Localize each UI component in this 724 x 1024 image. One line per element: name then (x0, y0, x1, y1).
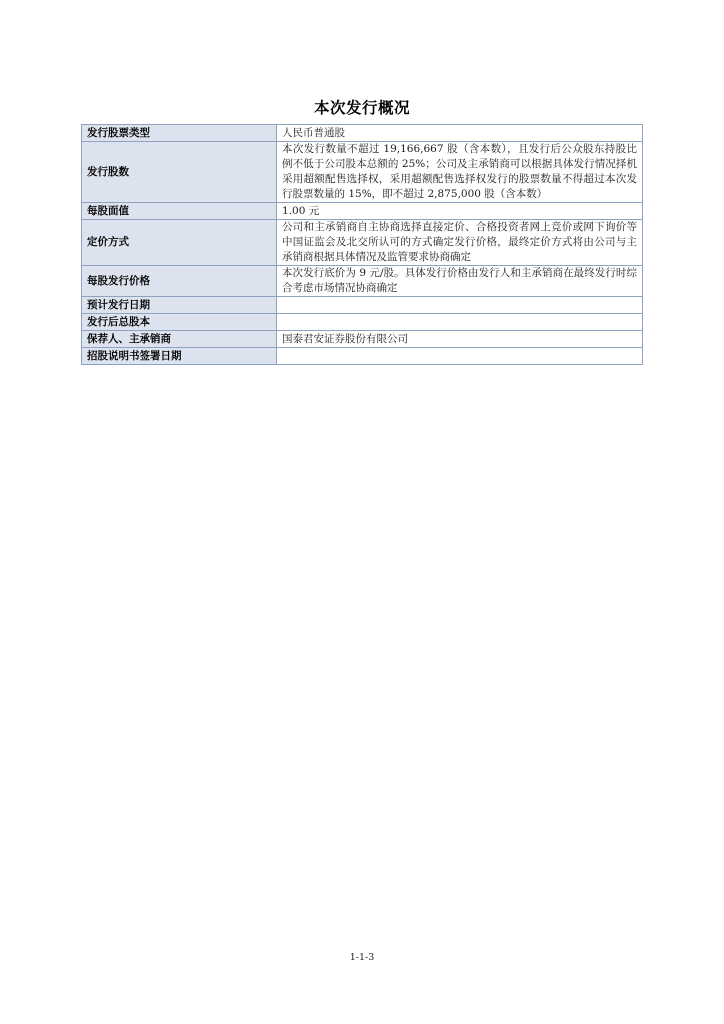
row-value-par-value: 1.00 元 (277, 203, 643, 220)
row-value-sponsor: 国泰君安证券股份有限公司 (277, 331, 643, 348)
row-value-pricing-method: 公司和主承销商自主协商选择直接定价、合格投资者网上竞价或网下询价等中国证监会及北交所认可的方式确定发行价格，最终定价方式将由公司与主承销商根据具体情况及监管要求协商确定 (277, 220, 643, 266)
table-row-stock-type (82, 125, 643, 142)
table-row-total-shares (82, 314, 643, 331)
table-row-pricing-method (82, 220, 643, 266)
row-value-signing-date (277, 348, 643, 365)
row-label-issue-date: 预计发行日期 (82, 297, 277, 314)
row-label-share-count: 发行股数 (82, 142, 277, 203)
row-value-issue-price: 本次发行底价为 9 元/股。具体发行价格由发行人和主承销商在最终发行时综合考虑市场情况协商确定 (277, 266, 643, 297)
offering-overview-table (81, 124, 643, 365)
table-row-par-value (82, 203, 643, 220)
row-label-signing-date: 招股说明书签署日期 (82, 348, 277, 365)
table-row-share-count (82, 142, 643, 203)
row-value-total-shares (277, 314, 643, 331)
row-value-issue-date (277, 297, 643, 314)
table-row-issue-date (82, 297, 643, 314)
table-row-issue-price (82, 266, 643, 297)
row-label-pricing-method: 定价方式 (82, 220, 277, 266)
row-label-par-value: 每股面值 (82, 203, 277, 220)
row-label-total-shares: 发行后总股本 (82, 314, 277, 331)
page-number: 1-1-3 (349, 952, 375, 963)
row-label-sponsor: 保荐人、主承销商 (82, 331, 277, 348)
page-title: 本次发行概况 (313, 99, 410, 117)
row-value-stock-type: 人民币普通股 (277, 125, 643, 142)
row-label-issue-price: 每股发行价格 (82, 266, 277, 297)
table-row-sponsor (82, 331, 643, 348)
row-value-share-count: 本次发行数量不超过 19,166,667 股（含本数），且发行后公众股东持股比例不低于公司股本总额的 25%；公司及主承销商可以根据具体发行情况择机采用超额配售选择权，采用超额配售选择权发行的股票数量不得超过本次发行股票数量的 15%，即不超过 2,875,000 股（含本数） (277, 142, 643, 203)
row-label-stock-type: 发行股票类型 (82, 125, 277, 142)
table-row-signing-date (82, 348, 643, 365)
